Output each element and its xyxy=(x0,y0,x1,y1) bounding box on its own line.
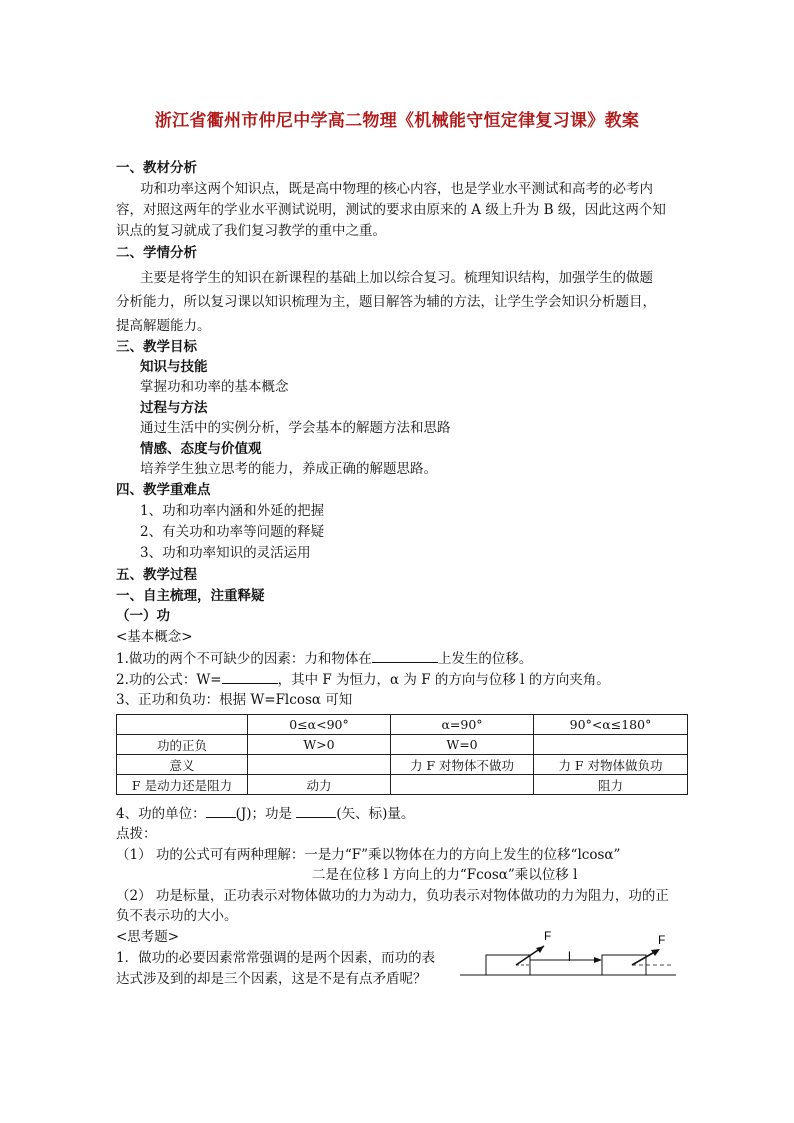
table-row xyxy=(117,755,688,775)
tip-1-line: （1） 功的公式可有两种理解：一是力“F”乘以物体在力的方向上发生的位移“lcosα” xyxy=(116,847,621,863)
fill-blank[interactable] xyxy=(372,648,438,663)
list-item: 1、功和功率内涵和外延的把握 xyxy=(140,503,325,519)
section-heading-4: 四、教学重难点 xyxy=(116,482,211,498)
paragraph-line: 主要是将学生的知识在新课程的基础上加以综合复习。梳理知识结构，加强学生的做题 xyxy=(140,270,653,286)
subheading: 过程与方法 xyxy=(140,400,208,416)
section-heading-5: 五、教学过程 xyxy=(116,567,197,583)
table-cell xyxy=(117,715,248,735)
think-question-line: 1．做功的必要因素常常强调的是两个因素，而功的表 xyxy=(116,950,436,966)
list-item: 3、功和功率知识的灵活运用 xyxy=(140,545,311,561)
question-4: 4、功的单位： (J)；功是 (矢、标)量。 xyxy=(116,803,414,824)
basic-concept-label: <基本概念> xyxy=(116,629,193,645)
part-heading: （一）功 xyxy=(116,608,170,624)
displacement-label: l xyxy=(568,949,571,964)
table-row xyxy=(117,775,688,795)
objective-text: 培养学生独立思考的能力，养成正确的解题思路。 xyxy=(140,461,437,477)
think-label: <思考题> xyxy=(116,929,180,945)
section-heading-3: 三、教学目标 xyxy=(116,339,197,355)
tip-2-line: 负不表示功的大小。 xyxy=(116,908,238,924)
tips-label: 点拨： xyxy=(116,826,157,842)
table-cell: 动力 xyxy=(248,775,391,795)
work-sign-table xyxy=(116,714,688,795)
table-cell: 90°<α≤180° xyxy=(534,715,688,735)
question-3: 3、正功和负功：根据 W=Flcosα 可知 xyxy=(116,692,353,708)
table-cell: W>0 xyxy=(248,735,391,755)
table-cell: 力 F 对物体不做功 xyxy=(391,755,534,775)
table-cell: 功的正负 xyxy=(117,735,248,755)
think-question-line: 达式涉及到的却是三个因素，这是不是有点矛盾呢？ xyxy=(116,971,427,987)
page-title: 浙江省衢州市仲尼中学高二物理《机械能守恒定律复习课》教案 xyxy=(154,111,640,131)
paragraph-line: 分析能力，所以复习课以知识梳理为主，题目解答为辅的方法，让学生学会知识分析题目， xyxy=(116,294,656,310)
list-item: 2、有关功和功率等问题的释疑 xyxy=(140,524,325,540)
table-cell: 阻力 xyxy=(534,775,688,795)
section-heading-2: 二、学情分析 xyxy=(116,245,197,261)
fill-blank[interactable] xyxy=(206,803,236,818)
tip-1-line: 二是在位移 l 方向上的力“Fcosα”乘以位移 l xyxy=(312,867,578,883)
force-displacement-figure xyxy=(456,922,678,986)
table-cell xyxy=(534,735,688,755)
table-cell: W=0 xyxy=(391,735,534,755)
fill-blank[interactable] xyxy=(222,669,278,684)
table-cell xyxy=(391,775,534,795)
tip-2-line: （2） 功是标量，正功表示对物体做功的力为动力，负功表示对物体做功的力为阻力，功的正 xyxy=(116,888,669,904)
paragraph-line: 识点的复习就成了我们复习教学的重中之重。 xyxy=(116,223,386,239)
question-2: 2.功的公式：W= ，其中 F 为恒力，α 为 F 的方向与位移 l 的方向夹角。 xyxy=(116,669,610,690)
table-cell: α=90° xyxy=(391,715,534,735)
section-heading-1: 一、教材分析 xyxy=(116,160,197,176)
objective-text: 掌握功和功率的基本概念 xyxy=(140,379,289,395)
subheading: 情感、态度与价值观 xyxy=(140,441,262,457)
table-cell: F 是动力还是阻力 xyxy=(117,775,248,795)
force-label: F xyxy=(658,933,666,947)
table-cell: 0≤α<90° xyxy=(248,715,391,735)
table-cell xyxy=(248,755,391,775)
force-label: F xyxy=(544,929,552,943)
table-row xyxy=(117,715,688,735)
fill-blank[interactable] xyxy=(296,803,336,818)
table-cell: 力 F 对物体做负功 xyxy=(534,755,688,775)
paragraph-line: 提高解题能力。 xyxy=(116,318,211,334)
table-row xyxy=(117,735,688,755)
question-1: 1.做功的两个不可缺少的因素：力和物体在 上发生的位移。 xyxy=(116,648,532,669)
objective-text: 通过生活中的实例分析，学会基本的解题方法和思路 xyxy=(140,420,451,436)
arrowhead xyxy=(536,946,544,953)
subheading: 一、自主梳理，注重释疑 xyxy=(116,588,265,604)
subheading: 知识与技能 xyxy=(140,359,208,375)
paragraph-line: 功和功率这两个知识点，既是高中物理的核心内容，也是学业水平测试和高考的必考内 xyxy=(140,181,653,197)
table-cell: 意义 xyxy=(117,755,248,775)
paragraph-line: 容，对照这两年的学业水平测试说明，测试的要求由原来的 A 级上升为 B 级，因此这两个知 xyxy=(116,202,666,218)
